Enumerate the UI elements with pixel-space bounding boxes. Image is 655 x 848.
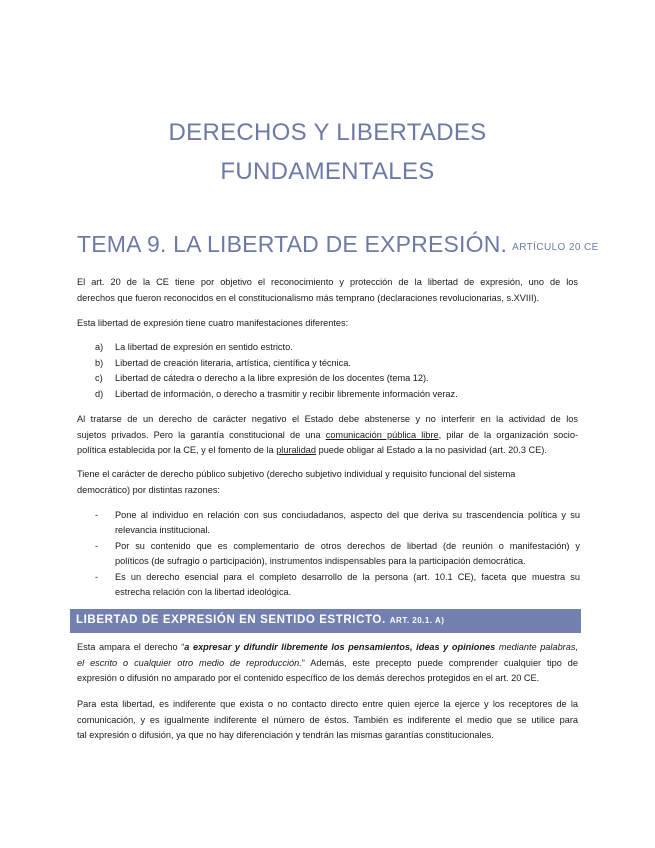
list-marker: c) — [95, 373, 103, 383]
underlined-term: pluralidad — [276, 445, 317, 455]
caracter-line: Al tratarse de un derecho de carácter negativo el Estado debe abstenerse y no interferir en la actividad de los — [77, 414, 578, 424]
tema-subtitle: ARTÍCULO 20 CE — [512, 242, 599, 253]
indiferente-line: tal expresión o difusión, ya que no hay diferenciación y tendrán las mismas garantías constitucionales. — [77, 730, 494, 740]
underlined-term: comunicación pública libre — [325, 429, 439, 440]
ampara-paragraph — [77, 640, 578, 687]
indiferente-line: Para esta libertad, es indiferente que exista o no contacto directo entre quien ejerce la ejerce y los receptores de la — [77, 699, 578, 709]
list-item-text: Pone al individuo en relación con sus conciudadanos, aspecto del que deriva su trascendencia política y su — [115, 510, 580, 520]
section-ref: ART. 20.1. A) — [389, 616, 445, 625]
list-item-text: relevancia institucional. — [115, 525, 210, 536]
intro-line: derechos que fueron reconocidos en el constitucionalismo más temprano (declaraciones revolucionarias, s.XVIII). — [77, 292, 540, 303]
list-item — [95, 387, 580, 403]
subjetivo-line: democrático) por distintas razones: — [77, 484, 220, 495]
list-item-text: Libertad de creación literaria, artística, científica y técnica. — [115, 357, 351, 368]
indiferente-paragraph — [77, 697, 578, 744]
manifestaciones-intro — [77, 316, 578, 332]
caracter-paragraph — [77, 412, 578, 459]
list-item-text: políticos (de sufragio o participación), instrumentos indispensables para la participación democrática. — [115, 556, 526, 567]
section-heading-bar — [70, 609, 581, 633]
list-item-text: Libertad de información, o derecho a trasmitir y recibir libremente información veraz. — [115, 388, 458, 399]
ampara-text: Esta ampara el derecho “ — [77, 642, 185, 652]
list-item-text: Es un derecho esencial para el completo desarrollo de la persona (art. 10.1 CE), faceta que muestra su — [115, 571, 580, 582]
section-title: LIBERTAD DE EXPRESIÓN EN SENTIDO ESTRICTO. — [76, 614, 386, 626]
intro-line: El art. 20 de la CE tiene por objetivo el reconocimiento y protección de la libertad de expresión, uno de los — [77, 277, 578, 287]
document-title-line-1: DERECHOS Y LIBERTADES — [168, 119, 487, 146]
list-item — [95, 508, 580, 539]
list-item — [95, 356, 580, 372]
ampara-line — [77, 640, 578, 656]
manifestaciones-intro-text: Esta libertad de expresión tiene cuatro manifestaciones diferentes: — [77, 318, 349, 328]
list-item — [95, 371, 580, 387]
list-marker: d) — [95, 388, 104, 399]
document-title-line-2: FUNDAMENTALES — [220, 158, 435, 185]
list-marker: b) — [95, 357, 104, 368]
tema-heading — [77, 231, 599, 258]
tema-title: TEMA 9. LA LIBERTAD DE EXPRESIÓN. — [77, 231, 508, 257]
list-item-text: estrecha relación con la libertad ideológica. — [115, 587, 292, 598]
list-item — [95, 340, 580, 356]
list-item-text: Libertad de cátedra o derecho a la libre expresión de los docentes (tema 12). — [115, 373, 429, 383]
list-item-text: La libertad de expresión en sentido estricto. — [115, 342, 293, 352]
subjetivo-line: Tiene el carácter de derecho público subjetivo (derecho subjetivo individual y requisito funcional del sistema — [77, 469, 516, 479]
intro-paragraph — [77, 275, 578, 306]
caracter-text: , pilar de la organización socio- — [438, 429, 579, 440]
section-heading — [76, 614, 444, 626]
list-item-text: Por su contenido que es complementario de otros derechos de libertad (de reunión o manifestación) y — [115, 540, 580, 551]
ampara-text: ” Además, este precepto puede comprender cualquier tipo de — [301, 657, 578, 668]
caracter-text: puede obligar al Estado a la no pasividad (art. 20.3 CE). — [316, 445, 547, 455]
manifestaciones-list — [95, 340, 580, 402]
ampara-line — [77, 656, 578, 672]
caracter-line — [77, 428, 578, 444]
subjetivo-paragraph — [77, 467, 578, 498]
bullet-marker: - — [95, 571, 99, 582]
list-marker: a) — [95, 342, 104, 352]
ampara-line: expresión o difusión no amparado por el contenido específico de los demás derechos protegidos en el art. 20 CE. — [77, 673, 540, 683]
list-item — [95, 539, 580, 570]
quoted-italic: mediante palabras, — [495, 642, 578, 652]
quoted-italic: el escrito o cualquier otro medio de reproducción. — [77, 657, 302, 668]
caracter-line — [77, 443, 578, 459]
razones-list — [95, 508, 580, 600]
caracter-text: política establecida por la CE, y el fomento de la — [77, 445, 277, 455]
bullet-marker: - — [95, 540, 99, 551]
bullet-marker: - — [95, 510, 99, 520]
quoted-emphasis: a expresar y difundir libremente los pensamientos, ideas y opiniones — [184, 642, 496, 652]
indiferente-line: comunicación, y es igualmente indiferente el número de éstos. También es indiferente el medio que se utilice para — [77, 714, 578, 725]
caracter-text: sujetos privados. Pero la garantía constitucional de una — [77, 429, 326, 440]
list-item — [95, 570, 580, 601]
